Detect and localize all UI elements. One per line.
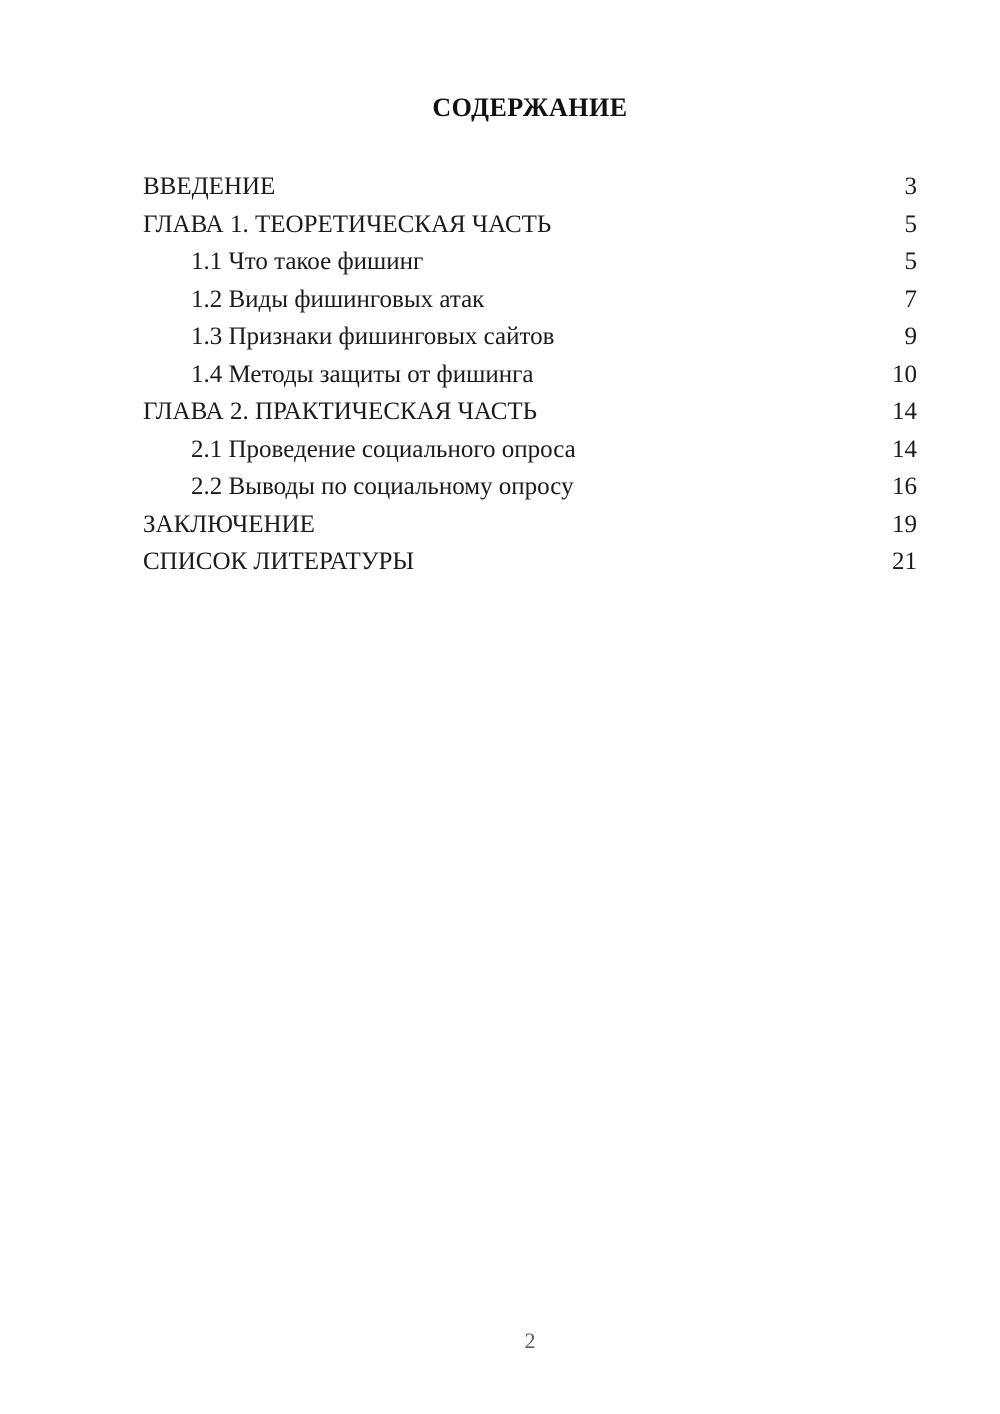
toc-entry [143, 468, 917, 506]
toc-entry-page-number: 3 [904, 173, 917, 200]
toc-entry-page-number: 9 [904, 323, 917, 350]
page-content [143, 88, 917, 581]
toc-entry-page-number: 5 [904, 248, 917, 275]
toc-entry-page-number: 19 [892, 510, 917, 538]
toc-entry-label: 2.1 Проведение социального опроса [191, 435, 576, 463]
toc-entry [143, 243, 917, 281]
toc-entry [143, 543, 917, 581]
toc-entry-label: СПИСОК ЛИТЕРАТУРЫ [143, 548, 415, 575]
toc-entry-page-number: 21 [892, 548, 917, 575]
toc-entry-label: 2.2 Выводы по социальному опросу [191, 473, 574, 500]
toc-entry-page-number: 14 [892, 398, 917, 425]
toc-entry [143, 393, 917, 431]
toc-entry-label: 1.1 Что такое фишинг [191, 248, 424, 275]
footer-page-number: 2 [524, 1328, 536, 1353]
toc-entry-label: ЗАКЛЮЧЕНИЕ [143, 510, 315, 538]
toc-entry-page-number: 5 [904, 210, 917, 238]
toc-entry-label: ВВЕДЕНИЕ [143, 173, 276, 200]
toc-entry [143, 168, 917, 206]
toc-entry [143, 356, 917, 394]
toc-entry-page-number: 14 [892, 435, 917, 463]
toc-entry-label: ГЛАВА 2. ПРАКТИЧЕСКАЯ ЧАСТЬ [143, 398, 538, 425]
title-gap [143, 128, 917, 168]
toc-entry [143, 206, 917, 244]
toc-entry-label: 1.4 Методы защиты от фишинга [191, 360, 534, 388]
table-of-contents [143, 168, 917, 581]
toc-entry-page-number: 16 [892, 473, 917, 500]
toc-entry-page-number: 7 [904, 285, 917, 313]
toc-entry-label: 1.3 Признаки фишинговых сайтов [191, 323, 555, 350]
toc-entry [143, 431, 917, 469]
toc-entry-label: 1.2 Виды фишинговых атак [191, 285, 485, 313]
toc-entry [143, 506, 917, 544]
page-title: СОДЕРЖАНИЕ [432, 93, 628, 122]
toc-entry [143, 281, 917, 319]
toc-entry [143, 318, 917, 356]
toc-entry-page-number: 10 [892, 360, 917, 388]
toc-entry-label: ГЛАВА 1. ТЕОРЕТИЧЕСКАЯ ЧАСТЬ [143, 210, 552, 238]
